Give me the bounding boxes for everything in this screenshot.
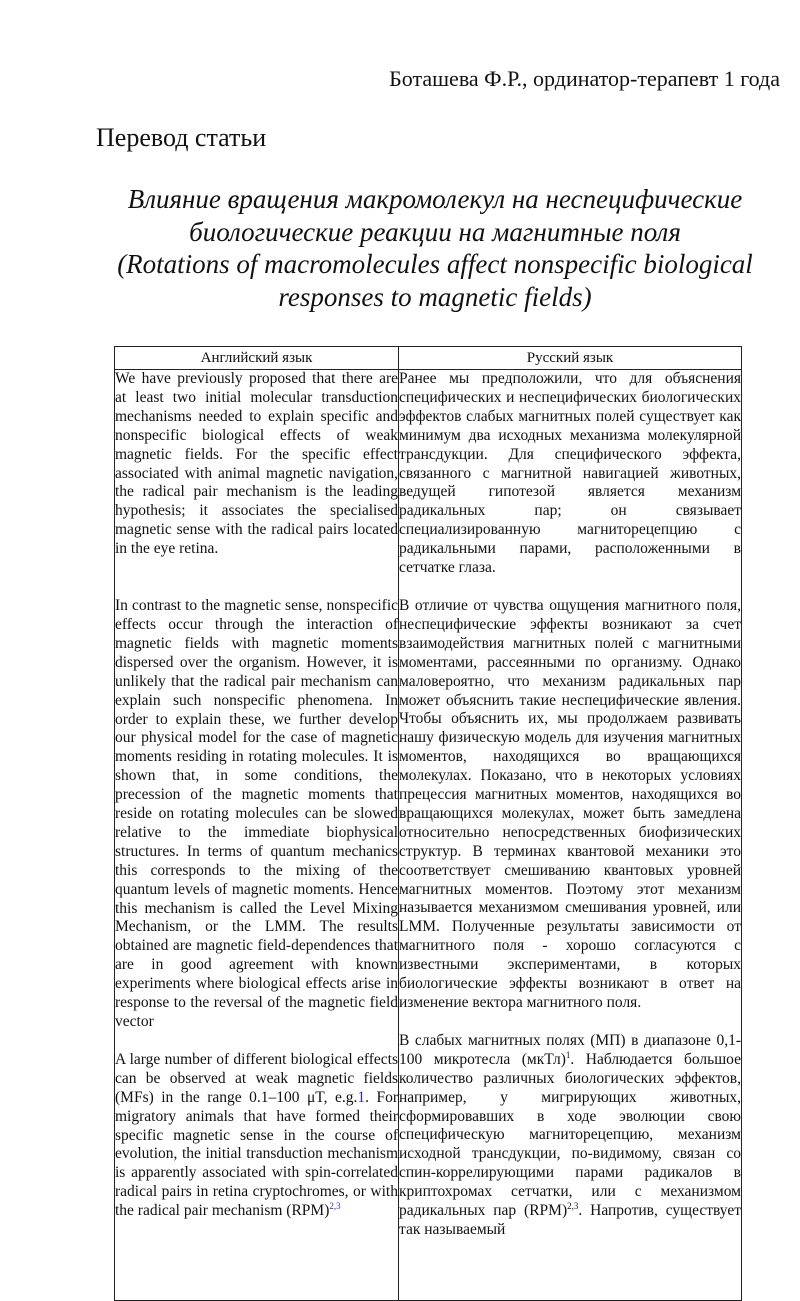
table-row: [115, 370, 742, 1301]
footnote-marker-1: 1: [565, 1049, 571, 1060]
russian-paragraph-2: В отличие от чувства ощущения магнитного поля, неспецифические эффекты возникают за счет взаимодействия магнитных полей с магнитными моментами, рассеянными по организму. Однако маловероятно, что механизм радикальных пар может объяснить такие неспецифические явления. Чтобы объяснить их, мы продолжаем развивать нашу физическую модель для изучения магнитных моментов, находящихся во вращающихся молекулах. Показано, что в некоторых условиях прецессия магнитных моментов, находящихся во вращающихся молекулах, может быть замедлена относительно непосредственных биофизических структур. В терминах квантовой механики это соответствует смешиванию квантовых уровней магнитных моментов. Поэтому этот механизм называется механизмом смешивания уровней, или LMM. Полученные результаты зависимости от магнитного поля - хорошо согласуются с известными экспериментами, в которых биологические эффекты возникают в ответ на изменение вектора магнитного поля.: [399, 596, 741, 1011]
reference-link[interactable]: 1: [357, 1088, 366, 1106]
english-paragraph-2: In contrast to the magnetic sense, nonspecific effects occur through the interaction of magnetic fields with magnetic moments dispersed over the organism. However, it is unlikely that the radical pair mechanism can explain such nonspecific phenomena. In order to explain these, we further develop our physical model for the case of magnetic moments residing in rotating molecules. It is shown that, in some conditions, the precession of the magnetic moments that reside on rotating molecules can be slowed relative to the immediate biophysical structures. In terms of quantum mechanics this corresponds to the mixing of the quantum levels of magnetic moments. Hence this mechanism is called the Level Mixing Mechanism, or the LMM. The results obtained are magnetic field-dependences that are in good agreement with known experiments where biological effects arise in response to the reversal of the magnetic field vector: [115, 597, 398, 1030]
russian-paragraph-1: Ранее мы предположили, что для объяснения специфических и неспецифических биологических эффектов слабых магнитных полей существует как минимум два исходных механизма молекулярной трансдукции. Для специфического эффекта, связанного с магнитной навигацией животных, ведущей гипотезой является механизм радикальных пар; он связывает специализированную магниторецепцию с радикальными парами, расположенными в сетчатке глаза.: [399, 370, 741, 577]
english-paragraph-3-text-b: . For migratory animals that have formed their specific magnetic sense in the course of evolution, the initial transduction mechanism is apparently associated with spin-correlated radical pairs in retina cryptochromes, or with the radical pair mechanism (RPM): [115, 1088, 398, 1220]
russian-paragraph-3-text-b: . Наблюдается большое количество различных биологических эффектов, например, у мигрирующих животных, сформировавших в ходе эволюции свою специфическую магниторецепцию, механизм исходной трансдукции, по-видимому, связан со спин-коррелирующими парами радикалов в криптохромах сетчатки, или с механизмом радикальных пар (RPM): [399, 1050, 741, 1220]
section-heading: Перевод статьи: [96, 123, 267, 152]
column-header-russian: Русский язык: [399, 347, 742, 370]
english-paragraph-1: We have previously proposed that there are at least two initial molecular transduction mechanisms needed to explain specific and nonspecific biological effects of weak magnetic fields. For the specific effect associated with animal magnetic navigation, the radical pair mechanism is the leading hypothesis; it associates the specialised magnetic sense with the radical pairs located in the eye retina.: [115, 370, 398, 558]
english-paragraph-3: [115, 1051, 398, 1221]
footnote-marker-2: 2,3: [567, 1200, 579, 1211]
title-line-3: (Rotations of macromolecules affect nonspecific biological: [117, 249, 753, 279]
title-line-2: биологические реакции на магнитные поля: [189, 216, 681, 247]
column-header-english: Английский язык: [115, 347, 399, 370]
article-title: [90, 183, 780, 313]
translation-table: [114, 346, 742, 1301]
table-header-row: [115, 347, 742, 370]
english-paragraph-3-text-a: A large number of different biological effects can be observed at weak magnetic fields (MFs) in the range 0.1–100 μT, e.g.: [115, 1050, 398, 1106]
russian-paragraph-3-text-c: . Напротив, существует так называемый: [399, 1202, 741, 1238]
english-text-cell: [115, 370, 399, 1301]
russian-paragraph-3-text-a: В слабых магнитных полях (МП) в диапазоне 0,1-100 микротесла (мкТл): [399, 1031, 741, 1068]
russian-paragraph-3: [399, 1032, 741, 1240]
title-line-1: Влияние вращения макромолекул на неспецифические: [127, 184, 743, 214]
author-line: Боташева Ф.Р., ординатор-терапевт 1 года: [389, 66, 780, 91]
reference-link-2[interactable]: 2,3: [329, 1201, 341, 1211]
russian-text-cell: [399, 370, 742, 1301]
title-line-4: responses to magnetic fields): [278, 281, 592, 312]
